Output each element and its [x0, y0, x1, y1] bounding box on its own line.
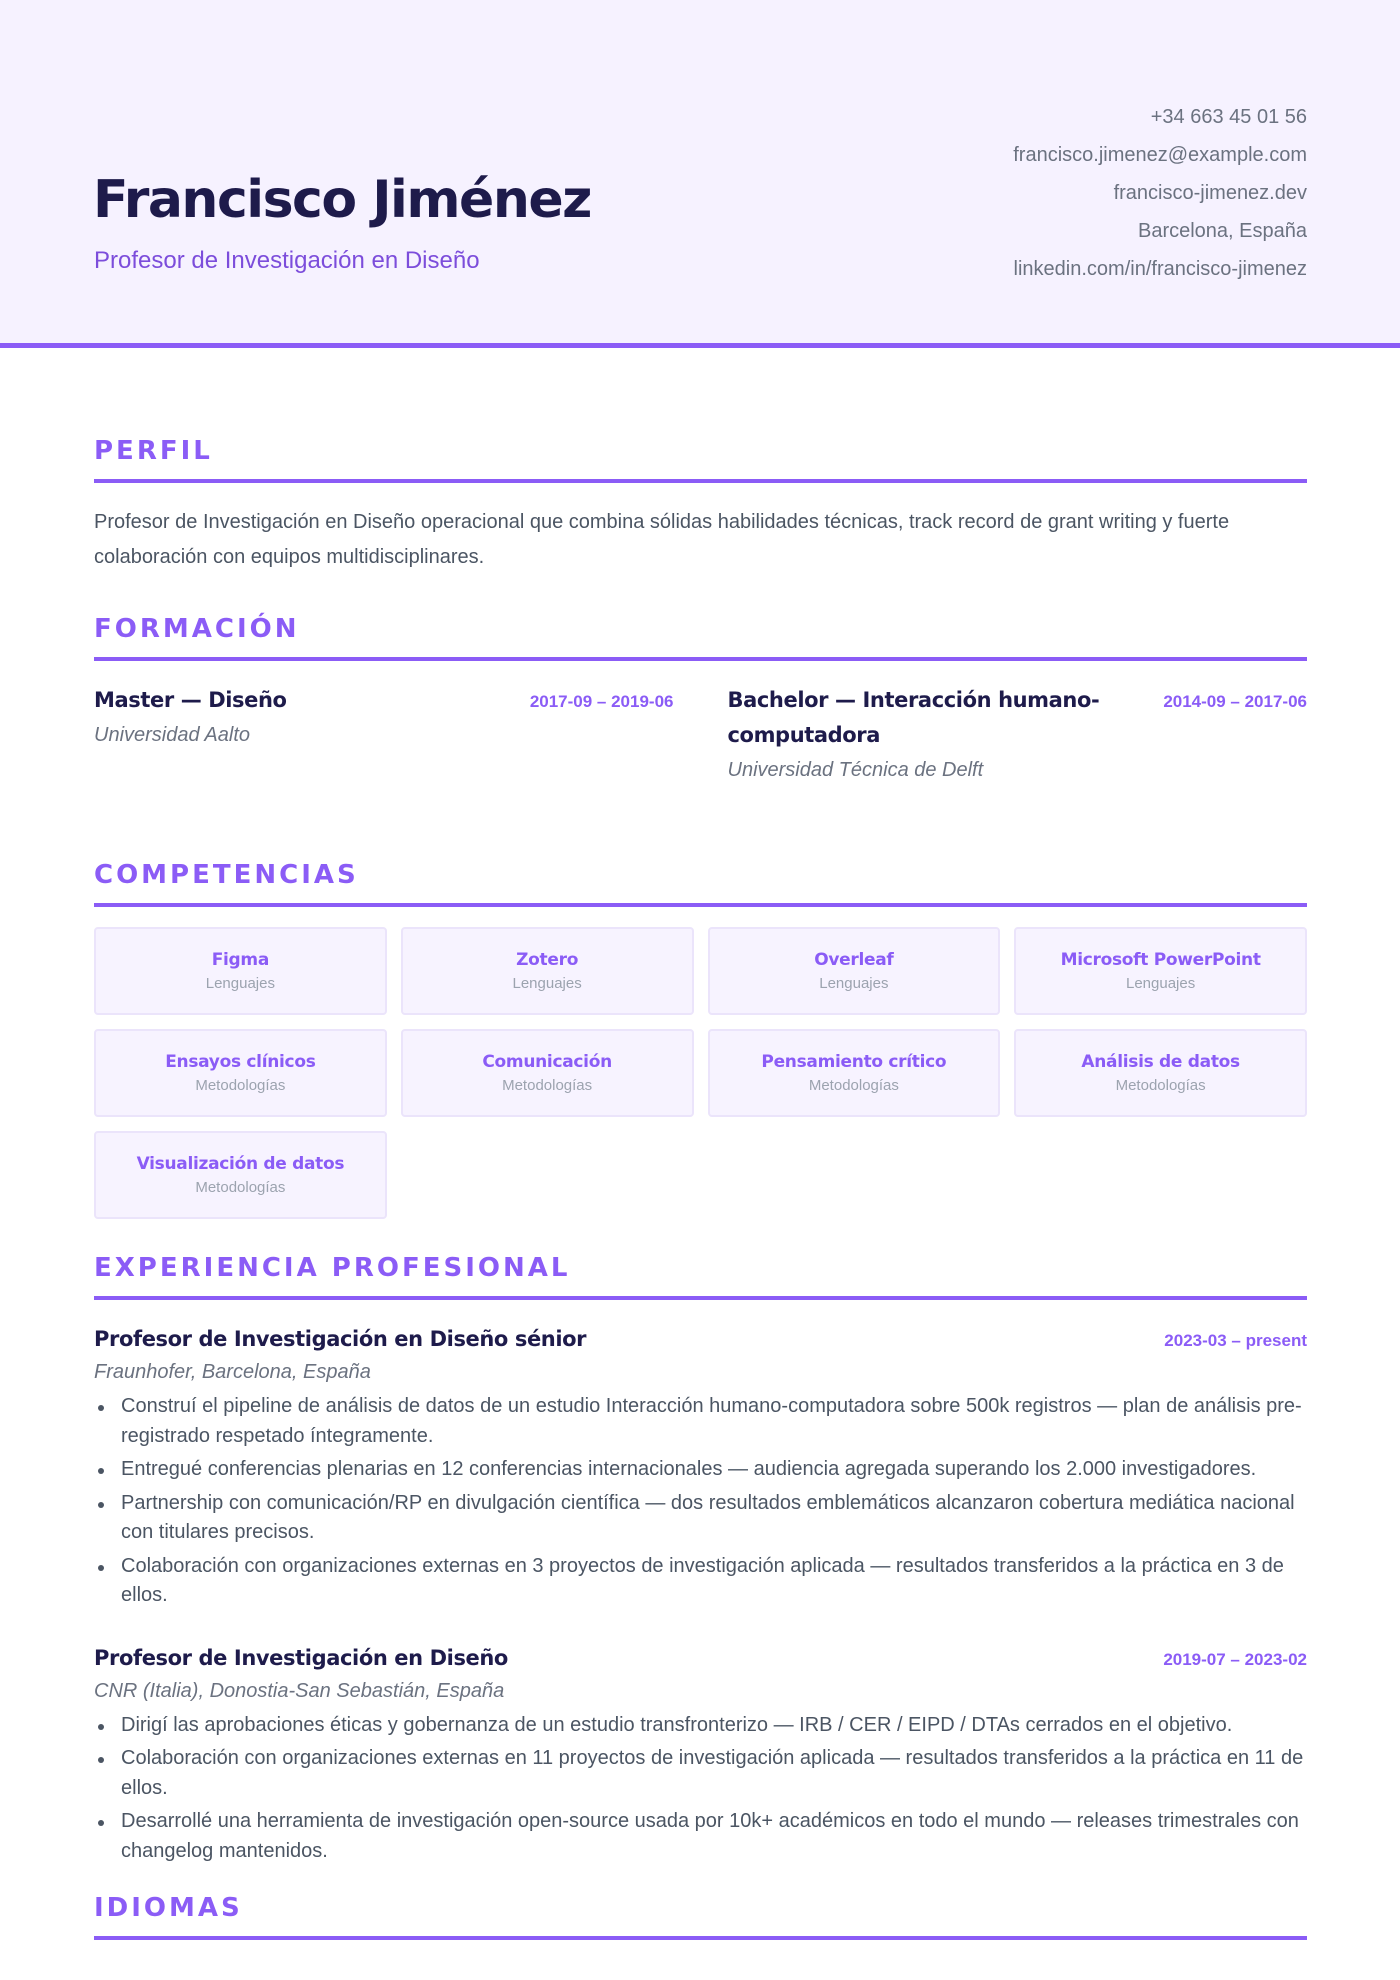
education-school: Universidad Técnica de Delft	[727, 759, 984, 781]
contact-location: Barcelona, España	[1137, 220, 1307, 242]
skill-card	[708, 927, 1001, 1015]
contact-phone: +34 663 45 01 56	[1150, 106, 1307, 128]
education-school: Universidad Aalto	[94, 724, 251, 746]
profile-heading: PERFIL	[94, 438, 1307, 483]
education-item	[94, 683, 674, 788]
job-dates: 2023-03 – present	[1164, 1331, 1307, 1350]
skill-card	[94, 1131, 387, 1219]
experience-heading: EXPERIENCIA PROFESIONAL	[94, 1255, 1307, 1300]
skill-name: Zotero	[516, 950, 579, 970]
skill-card	[401, 1029, 694, 1117]
skill-category: Metodologías	[1115, 1077, 1206, 1094]
job-bullet: Colaboración con organizaciones externas en 3 proyectos de investigación aplicada — resultados transferidos a la práctica en 3 de ellos.	[94, 1552, 1307, 1611]
resume-header	[0, 0, 1400, 348]
job-entry	[94, 1641, 1307, 1867]
job-bullet: Entregué conferencias plenarias en 12 conferencias internacionales — audiencia agregada superando los 2.000 investigadores.	[94, 1455, 1307, 1485]
skill-name: Overleaf	[814, 950, 894, 970]
education-section	[94, 616, 1307, 788]
job-company: Fraunhofer, Barcelona, España	[94, 1361, 371, 1383]
languages-heading: IDIOMAS	[94, 1895, 1307, 1940]
job-title: Profesor de Investigación en Diseño	[94, 1645, 508, 1670]
job-entry	[94, 1322, 1307, 1611]
profile-section	[94, 438, 1307, 575]
experience-section	[94, 1255, 1307, 1866]
candidate-role: Profesor de Investigación en Diseño	[94, 247, 480, 274]
skills-heading: COMPETENCIAS	[94, 862, 1307, 907]
education-list	[94, 683, 1307, 788]
skill-name: Comunicación	[482, 1052, 612, 1072]
skill-category: Lenguajes	[1126, 975, 1196, 992]
contact-block	[1013, 98, 1307, 288]
education-main	[94, 683, 287, 753]
job-company: CNR (Italia), Donostia-San Sebastián, España	[94, 1679, 505, 1702]
skill-name: Pensamiento crítico	[761, 1052, 947, 1072]
skill-name: Ensayos clínicos	[165, 1052, 316, 1072]
job-header	[94, 1322, 1307, 1356]
job-title: Profesor de Investigación en Diseño sénior	[94, 1327, 587, 1351]
education-dates: 2017-09 – 2019-06	[529, 692, 674, 711]
education-heading: FORMACIÓN	[94, 616, 1307, 661]
skill-card	[708, 1029, 1001, 1117]
languages-section	[94, 1895, 1307, 1940]
skill-card	[1014, 927, 1307, 1015]
job-bullets	[94, 1711, 1307, 1867]
education-dates: 2014-09 – 2017-06	[1163, 692, 1307, 711]
resume-body	[0, 438, 1400, 1940]
skill-category: Lenguajes	[512, 975, 582, 992]
job-bullet: Desarrollé una herramienta de investigación open-source usada por 10k+ académicos en todo el mundo — releases trimestrales con changelog mantenidos.	[94, 1807, 1307, 1866]
skill-name: Análisis de datos	[1081, 1052, 1240, 1072]
skill-category: Metodologías	[195, 1077, 286, 1094]
skill-name: Visualización de datos	[136, 1154, 345, 1174]
skill-card	[94, 1029, 387, 1117]
job-bullet: Construí el pipeline de análisis de datos de un estudio Interacción humano-computadora sobre 500k registros — plan de análisis pre-registrado respetado íntegramente.	[94, 1392, 1307, 1451]
skill-category: Metodologías	[808, 1077, 899, 1094]
job-dates: 2019-07 – 2023-02	[1163, 1649, 1307, 1669]
skill-category: Lenguajes	[819, 975, 889, 992]
job-bullets	[94, 1392, 1307, 1611]
candidate-name: Francisco Jiménez	[93, 170, 591, 230]
education-degree: Master — Diseño	[94, 688, 287, 712]
job-header	[94, 1641, 1307, 1675]
education-main	[728, 683, 1108, 788]
skill-category: Lenguajes	[205, 975, 275, 992]
education-degree: Bachelor — Interacción humano-computadora	[727, 688, 1100, 747]
skill-name: Microsoft PowerPoint	[1060, 950, 1261, 970]
profile-text: Profesor de Investigación en Diseño operacional que combina sólidas habilidades técnicas, track record de grant writing y fuerte colaboración con equipos multidisciplinares.	[94, 511, 1230, 568]
contact-website[interactable]: francisco-jimenez.dev	[1113, 182, 1307, 204]
skill-card	[94, 927, 387, 1015]
job-bullet: Colaboración con organizaciones externas en 11 proyectos de investigación aplicada — resultados transferidos a la práctica en 11 de ellos.	[94, 1744, 1307, 1803]
skill-category: Metodologías	[195, 1179, 286, 1196]
education-item	[728, 683, 1308, 788]
skills-grid	[94, 927, 1307, 1219]
contact-linkedin[interactable]: linkedin.com/in/francisco-jimenez	[1013, 258, 1307, 280]
skill-category: Metodologías	[502, 1077, 593, 1094]
job-bullet: Dirigí las aprobaciones éticas y gobernanza de un estudio transfronterizo — IRB / CER / EIPD / DTAs cerrados en el objetivo.	[94, 1711, 1307, 1741]
job-bullet: Partnership con comunicación/RP en divulgación científica — dos resultados emblemáticos alcanzaron cobertura mediática nacional con titulares precisos.	[94, 1489, 1307, 1548]
skills-section	[94, 862, 1307, 1219]
skill-card	[1014, 1029, 1307, 1117]
skill-card	[401, 927, 694, 1015]
contact-email[interactable]: francisco.jimenez@example.com	[1013, 144, 1307, 166]
skill-name: Figma	[211, 950, 270, 970]
